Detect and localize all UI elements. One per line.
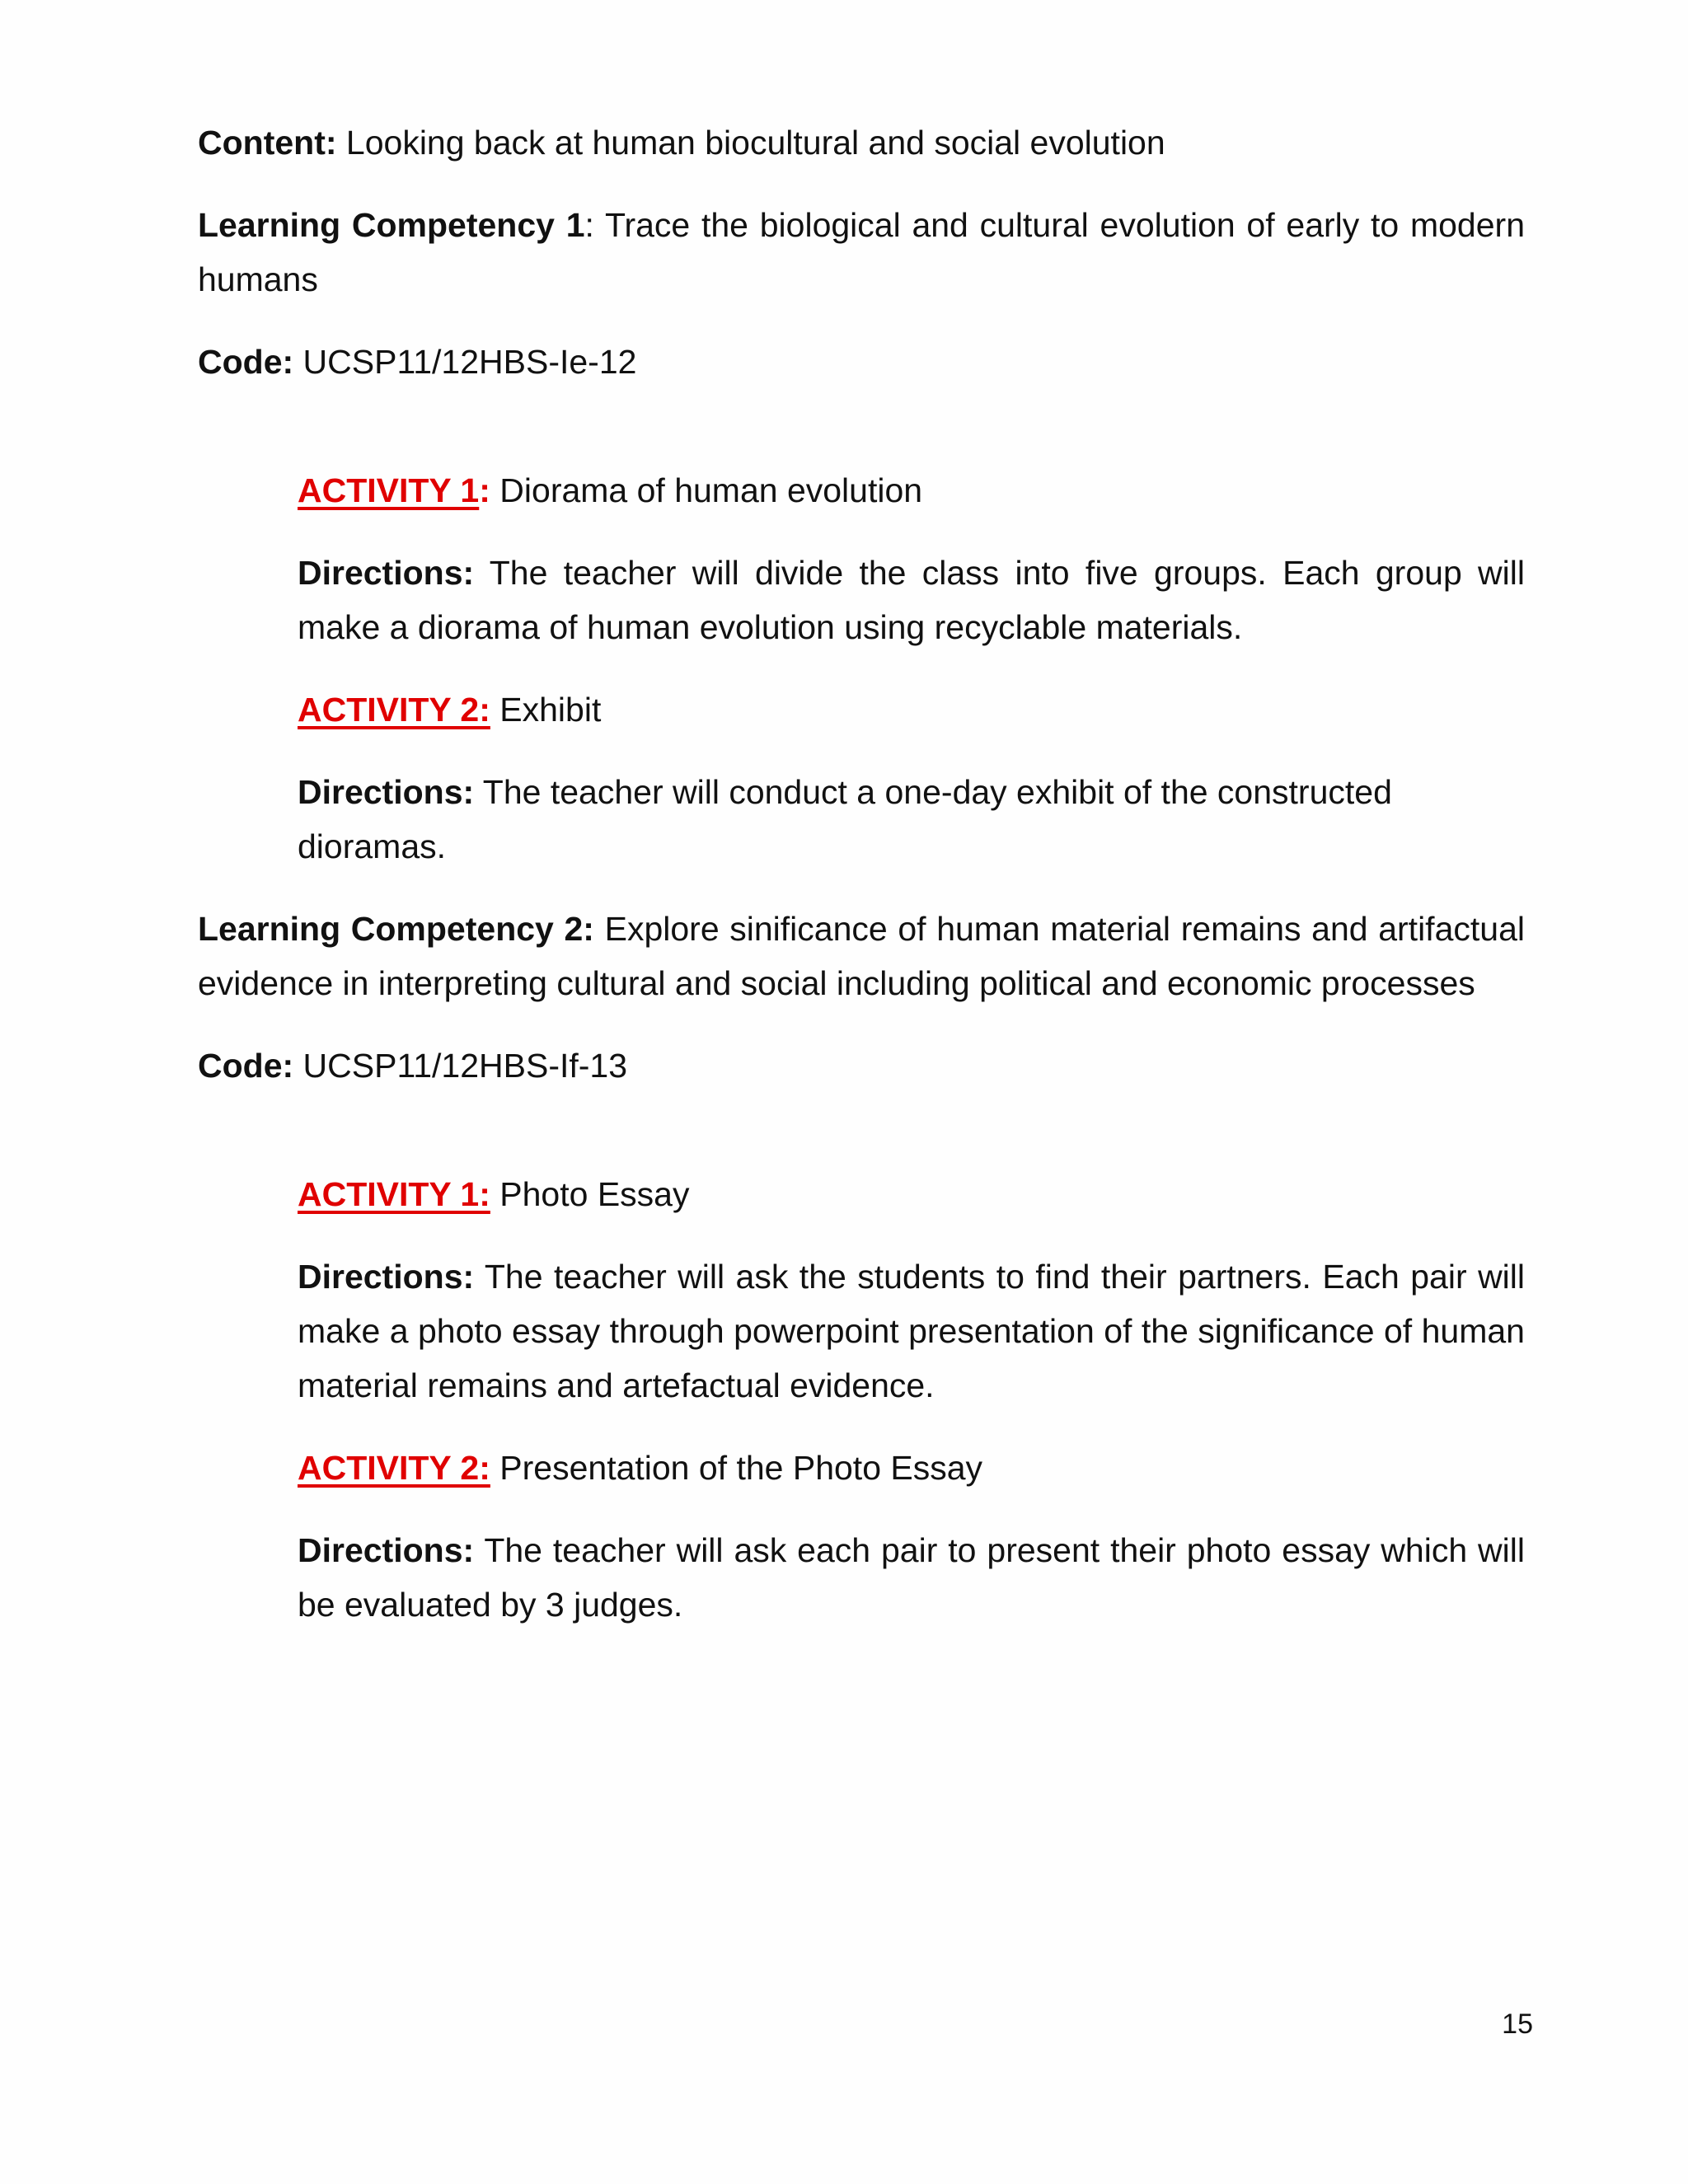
c2-activity-2-directions bbox=[298, 1523, 1525, 1632]
directions-label: Directions: bbox=[298, 773, 475, 811]
directions-text: The teacher will divide the class into five groups. Each group will make a diorama of human evolution using recyclable materials. bbox=[298, 554, 1525, 646]
learning-competency-2 bbox=[198, 902, 1525, 1010]
code-value: UCSP11/12HBS-If-13 bbox=[293, 1047, 628, 1085]
directions-label: Directions: bbox=[298, 554, 475, 592]
competency-1-text: Trace the biological and cultural evolution of early to modern humans bbox=[198, 206, 1525, 298]
c1-activity-1-heading bbox=[298, 463, 1525, 518]
learning-competency-1 bbox=[198, 198, 1525, 307]
directions-text: The teacher will ask the students to find their partners. Each pair will make a photo essay through powerpoint presentation of the significance of human material remains and artefactual evidence. bbox=[298, 1258, 1525, 1404]
content-text: Looking back at human biocultural and social evolution bbox=[336, 124, 1165, 162]
competency-1-code bbox=[198, 335, 1525, 389]
c2-activity-1-heading bbox=[298, 1167, 1525, 1221]
c2-activity-1-label: ACTIVITY 1: bbox=[298, 1175, 490, 1213]
content-line bbox=[198, 115, 1236, 170]
competency-2-text: Explore sinificance of human material remains and artifactual evidence in interpreting cultural and social including political and economic processes bbox=[198, 910, 1525, 1002]
competency-2-label: Learning Competency 2: bbox=[198, 910, 594, 948]
directions-text: The teacher will conduct a one-day exhibit of the constructed dioramas. bbox=[298, 773, 1392, 865]
c1-activity-1-colon: : bbox=[479, 471, 490, 509]
competency-1-separator: : bbox=[584, 206, 594, 244]
code-label: Code: bbox=[198, 1047, 294, 1085]
c1-activity-2-label: ACTIVITY 2: bbox=[298, 691, 490, 729]
c2-activity-1-directions bbox=[298, 1249, 1525, 1413]
c2-activity-1-title: Photo Essay bbox=[490, 1175, 690, 1213]
code-label: Code: bbox=[198, 343, 294, 381]
code-value: UCSP11/12HBS-Ie-12 bbox=[293, 343, 637, 381]
directions-label: Directions: bbox=[298, 1258, 475, 1296]
page-number: 15 bbox=[1502, 2008, 1533, 2040]
c1-activity-1-label: ACTIVITY 1 bbox=[298, 471, 480, 509]
c1-activity-2-title: Exhibit bbox=[490, 691, 602, 729]
directions-label: Directions: bbox=[298, 1531, 475, 1569]
c2-activity-2-heading bbox=[298, 1441, 1525, 1495]
c1-activity-1-directions bbox=[298, 546, 1525, 654]
c1-activity-2-heading bbox=[298, 682, 1525, 737]
page-content bbox=[198, 115, 1525, 1660]
c1-activity-1-title: Diorama of human evolution bbox=[490, 471, 923, 509]
content-label: Content: bbox=[198, 124, 337, 162]
c1-activity-2-directions bbox=[298, 765, 1402, 874]
c2-activity-2-title: Presentation of the Photo Essay bbox=[490, 1449, 983, 1487]
competency-2-code bbox=[198, 1038, 1525, 1093]
competency-1-label: Learning Competency 1 bbox=[198, 206, 585, 244]
directions-text: The teacher will ask each pair to present their photo essay which will be evaluated by 3 judges. bbox=[298, 1531, 1525, 1624]
c2-activity-2-label: ACTIVITY 2: bbox=[298, 1449, 490, 1487]
